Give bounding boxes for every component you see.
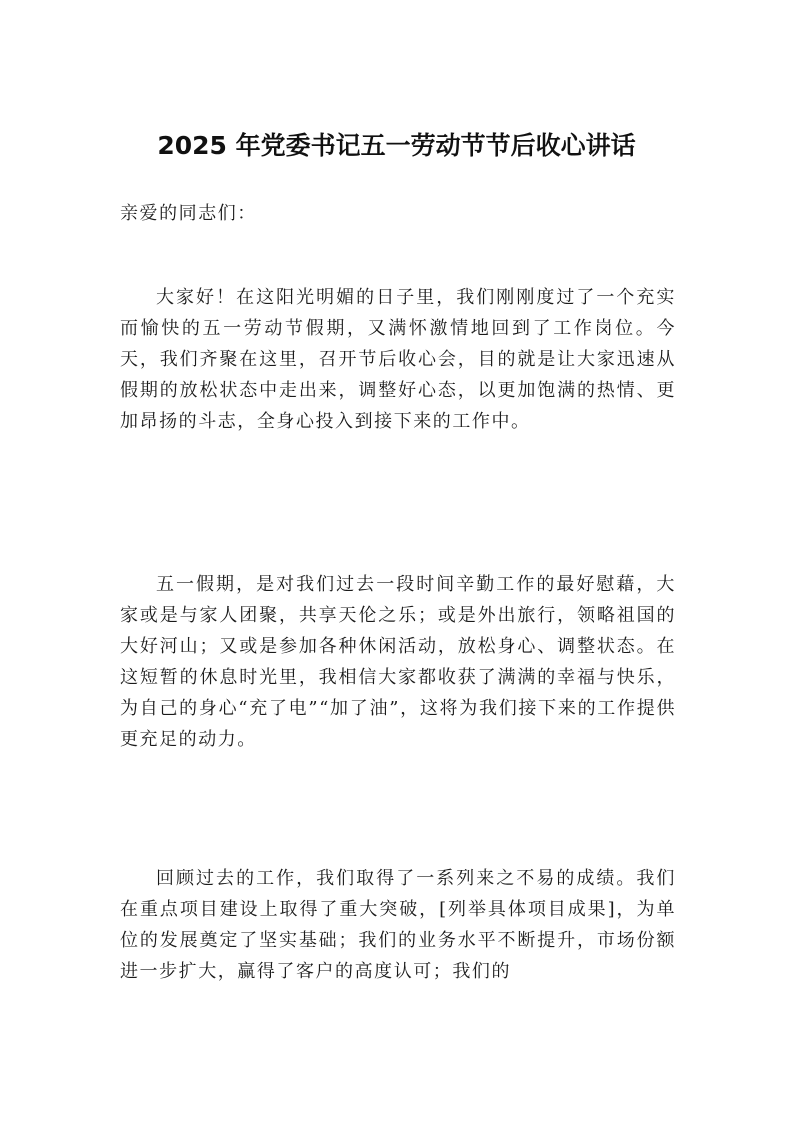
salutation: 亲爱的同志们：	[120, 203, 257, 224]
paragraph-3: 回顾过去的工作，我们取得了一系列来之不易的成绩。我们在重点项目建设上取得了重大突破，[列举具体项目成果]，为单位的发展奠定了坚实基础；我们的业务水平不断提升，市场份额进一步扩大，赢得了客户的高度认可；我们的	[120, 868, 676, 982]
page-title: 2025 年党委书记五一劳动节节后收心讲话	[157, 131, 636, 160]
paragraph-1: 大家好！在这阳光明媚的日子里，我们刚刚度过了一个充实而愉快的五一劳动节假期，又满怀激情地回到了工作岗位。今天，我们齐聚在这里，召开节后收心会，目的就是让大家迅速从假期的放松状态中走出来，调整好心态，以更加饱满的热情、更加昂扬的斗志，全身心投入到接下来的工作中。	[120, 287, 676, 432]
paragraph-2: 五一假期，是对我们过去一段时间辛勤工作的最好慰藉，大家或是与家人团聚，共享天伦之乐；或是外出旅行，领略祖国的大好河山；又或是参加各种休闲活动，放松身心、调整状态。在这短暂的休息时光里，我相信大家都收获了满满的幸福与快乐，为自己的身心“充了电”“加了油”，这将为我们接下来的工作提供更充足的动力。	[120, 574, 676, 750]
